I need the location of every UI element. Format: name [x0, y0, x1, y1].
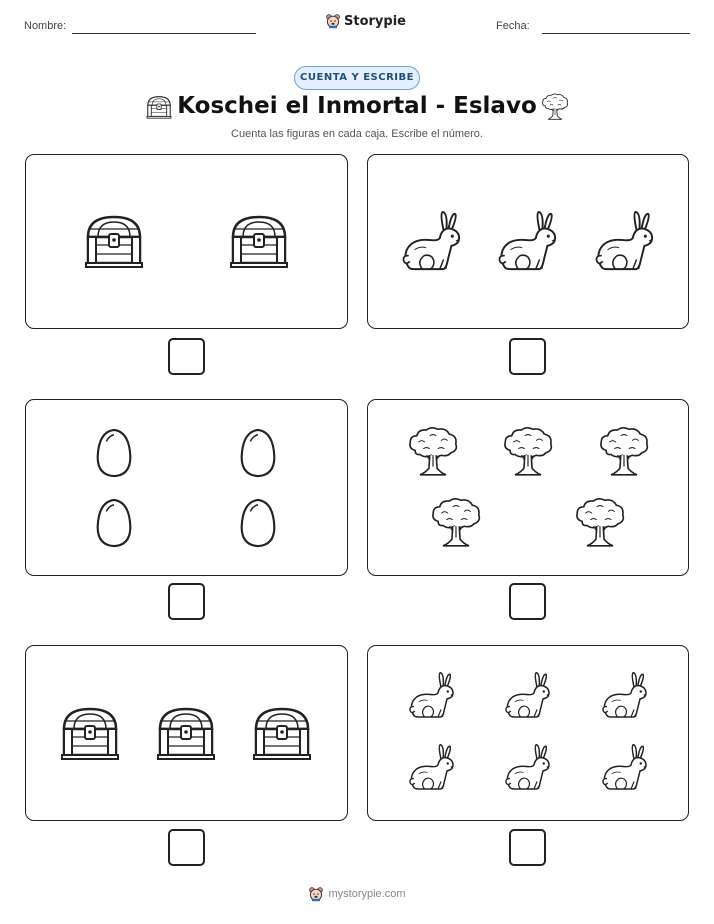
bear-icon: [325, 13, 341, 29]
brand-name: Storypie: [344, 13, 406, 29]
rabbit-icon: [408, 742, 456, 794]
rabbit-icon: [504, 742, 552, 794]
rabbit-icon: [497, 209, 559, 275]
egg-icon: [238, 428, 278, 478]
answer-box-6[interactable]: [509, 829, 546, 866]
counting-box-5: [25, 645, 348, 821]
footer: [0, 886, 714, 902]
date-label: Fecha:: [496, 20, 530, 32]
treasure-chest-icon: [58, 705, 122, 761]
answer-box-4[interactable]: [509, 583, 546, 620]
page-title: Koschei el Inmortal - Eslavo: [177, 93, 537, 119]
treasure-chest-icon: [250, 705, 314, 761]
treasure-chest-icon: [154, 705, 218, 761]
rabbit-icon: [504, 670, 552, 722]
counting-box-1: [25, 154, 348, 329]
egg-icon: [238, 498, 278, 548]
rabbit-icon: [601, 670, 649, 722]
answer-box-2[interactable]: [509, 338, 546, 375]
answer-box-3[interactable]: [168, 583, 205, 620]
rabbit-icon: [401, 209, 463, 275]
egg-icon: [94, 428, 134, 478]
treasure-chest-icon: [82, 213, 146, 269]
answer-box-1[interactable]: [168, 338, 205, 375]
footer-url[interactable]: mystorypie.com: [328, 888, 406, 900]
tree-icon: [407, 426, 459, 478]
rabbit-icon: [408, 670, 456, 722]
date-line[interactable]: [542, 33, 690, 34]
tree-icon: [502, 426, 554, 478]
brand-logo: [325, 13, 406, 29]
instructions: Cuenta las figuras en cada caja. Escribe el número.: [231, 128, 483, 140]
counting-box-2: [367, 154, 689, 329]
activity-badge: CUENTA Y ESCRIBE: [294, 66, 420, 90]
rabbit-icon: [601, 742, 649, 794]
egg-icon: [94, 498, 134, 548]
tree-icon: [598, 426, 650, 478]
answer-box-5[interactable]: [168, 829, 205, 866]
counting-box-6: [367, 645, 689, 821]
treasure-chest-icon: [227, 213, 291, 269]
rabbit-icon: [594, 209, 656, 275]
name-label: Nombre:: [24, 20, 67, 32]
counting-box-3: [25, 399, 348, 576]
name-line[interactable]: [72, 33, 256, 34]
tree-icon: [541, 92, 569, 122]
tree-icon: [574, 497, 626, 549]
bear-icon: [308, 886, 324, 902]
counting-box-4: [367, 399, 689, 576]
tree-icon: [430, 497, 482, 549]
